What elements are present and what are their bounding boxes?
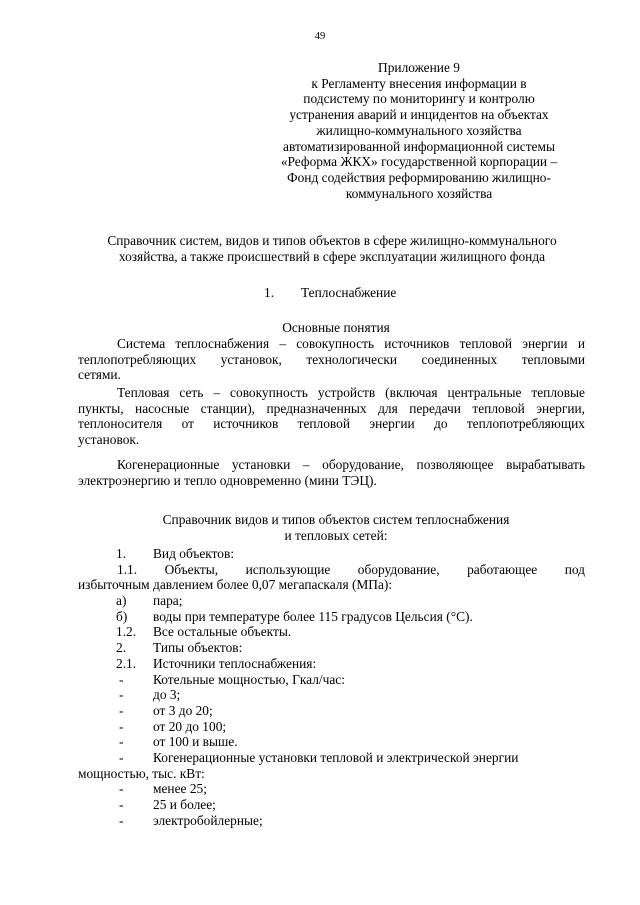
list-marker: - (119, 797, 124, 812)
list-text: Источники теплоснабжения: (153, 655, 317, 671)
definition-heat-supply-system (78, 336, 585, 383)
appendix-line: подсистему по мониторингу и контролю (303, 91, 535, 107)
list-text: от 20 до 100; (153, 718, 227, 734)
appendix-line: «Реформа ЖКХ» государственной корпорации – (280, 154, 558, 170)
list-text: до 3; (153, 687, 181, 703)
appendix-line: автоматизированной информационной системы (283, 138, 555, 154)
appendix-line: Приложение 9 (378, 60, 460, 75)
list-text: Когенерационные установки тепловой и электрической энергии (153, 749, 519, 765)
paragraph-line: Система теплоснабжения – совокупность источников тепловой энергии и (117, 336, 585, 351)
appendix-line: жилищно-коммунального хозяйства (316, 122, 522, 138)
section-number: 1. (264, 285, 275, 300)
title-line: хозяйства, а также происшествий в сфере эксплуатации жилищного фонда (118, 248, 546, 264)
paragraph-line: Когенерационные установки – оборудование, позволяющее вырабатывать (117, 457, 585, 472)
list-text: от 3 до 20; (153, 702, 213, 718)
section-title: Теплоснабжение (301, 285, 397, 300)
paragraph-line: пункты, насосные станции), предназначенных для передачи тепловой энергии, (78, 400, 585, 416)
list-text: Типы объектов: (153, 640, 243, 656)
paragraph-line: теплоносителя от источников тепловой энергии до теплопотребляющих (78, 416, 585, 432)
page-number: 49 (314, 31, 326, 42)
reference-heading-line: Справочник видов и типов объектов систем теплоснабжения (162, 512, 510, 527)
list-text: Все остальные объекты. (153, 624, 292, 640)
section-heading (0, 285, 640, 301)
list-text: менее 25; (153, 781, 207, 797)
list-item-continuation: избыточным давлением более 0,07 мегапаскаля (МПа): (78, 577, 393, 593)
list-marker: 1. (116, 546, 127, 561)
list-item (78, 593, 585, 609)
list-text: 25 и более; (153, 797, 216, 812)
appendix-line: к Регламенту внесения информации в (311, 75, 527, 91)
paragraph-line: сетями. (78, 367, 121, 383)
list-marker: 2.1. (116, 655, 137, 671)
list-item (78, 781, 585, 797)
paragraph-line: Тепловая сеть – совокупность устройств (включая центральные тепловые (117, 385, 585, 400)
object-types-list (78, 546, 585, 828)
list-text: воды при температуре более 115 градусов Цельсия (°С). (153, 608, 473, 624)
list-item (78, 609, 585, 625)
list-item (78, 719, 585, 735)
list-item (78, 750, 585, 766)
paragraph-line: установок. (78, 432, 140, 448)
list-item (78, 672, 585, 688)
list-item (78, 624, 585, 640)
appendix-line: коммунального хозяйства (345, 185, 493, 201)
definition-cogeneration (78, 457, 585, 488)
list-marker: 2. (116, 640, 127, 656)
list-marker: - (119, 718, 124, 734)
list-marker: - (119, 781, 124, 797)
list-marker: - (119, 671, 124, 687)
list-text: Котельные мощностью, Гкал/час: (153, 671, 345, 687)
basic-concepts-heading: Основные понятия (282, 320, 390, 335)
list-text: пара; (153, 593, 183, 609)
appendix-line: Фонд содействия реформированию жилищно- (287, 169, 551, 185)
list-item (78, 813, 585, 829)
list-item (78, 546, 585, 562)
list-text: Вид объектов: (153, 546, 235, 561)
list-marker: - (119, 812, 124, 828)
list-item (78, 656, 585, 672)
list-text: электробойлерные; (153, 812, 263, 828)
list-marker: б) (116, 608, 128, 624)
list-marker: - (119, 749, 124, 765)
list-marker: а) (116, 593, 127, 609)
list-item (78, 640, 585, 656)
title-line: Справочник систем, видов и типов объектов в сфере жилищно-коммунального (107, 233, 557, 248)
appendix-header (272, 60, 566, 201)
document-title (78, 233, 586, 264)
list-item (78, 703, 585, 719)
reference-heading-line: и тепловых сетей: (284, 528, 388, 543)
list-item (78, 797, 585, 813)
definition-heat-network (78, 385, 585, 448)
list-marker: 1.2. (116, 624, 137, 640)
paragraph-line: электроэнергию и тепло одновременно (мини ТЭЦ). (78, 472, 377, 488)
list-marker: - (119, 702, 124, 718)
list-marker: - (119, 734, 124, 750)
list-item (78, 687, 585, 703)
appendix-line: устранения аварий и инцидентов на объектах (289, 107, 549, 123)
list-item-continuation: мощностью, тыс. кВт: (78, 765, 205, 781)
paragraph-line: теплопотребляющих установок, технологически соединенных тепловыми (78, 351, 585, 367)
list-item: 1.1. Объекты, использующие оборудование, работающее под (117, 561, 585, 577)
list-item (78, 734, 585, 750)
list-text: от 100 и выше. (153, 734, 238, 750)
list-marker: - (119, 687, 124, 703)
